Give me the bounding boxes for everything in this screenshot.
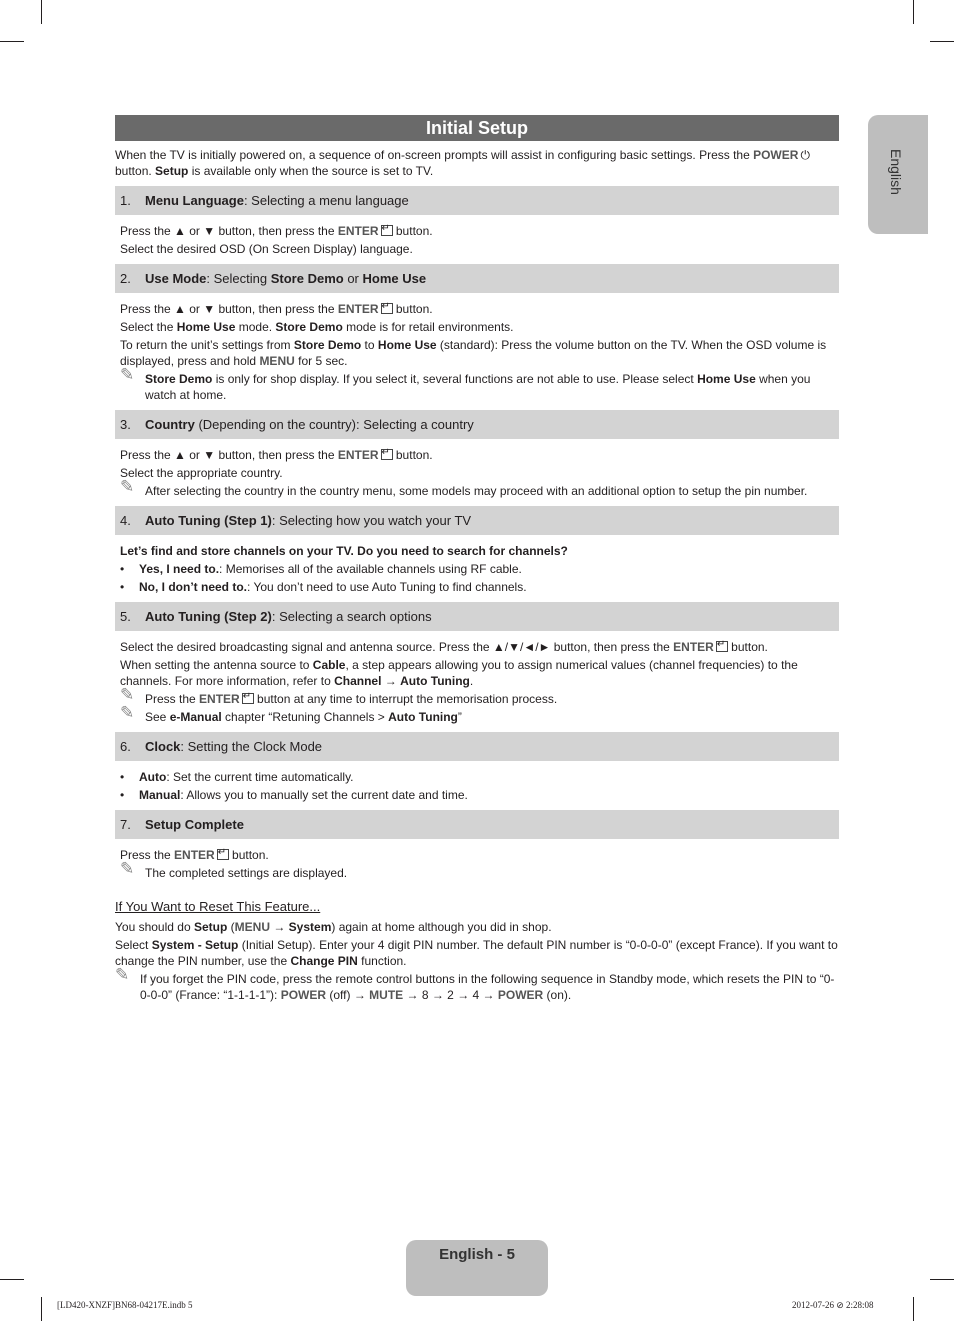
- text: MUTE: [369, 988, 404, 1002]
- text: (standard): Press the volume button on the TV. When the OSD volume is displayed, press and hold: [120, 338, 827, 368]
- instruction-line: [120, 319, 839, 335]
- section-header-setup-complete: [115, 810, 839, 839]
- enter-icon: [217, 849, 229, 860]
- enter-label: ENTER: [337, 302, 379, 316]
- text: : Memorises all of the available channels using RF cable.: [219, 562, 522, 576]
- section-desc: : Selecting a search options: [271, 609, 432, 624]
- text: If you forget the PIN code, press the remote control buttons in the following sequence in Standby mode, which resets the PIN to “0-0-0-0” (France: “1-1-1-1”):: [140, 972, 835, 1002]
- text: Auto: [139, 770, 167, 784]
- section-header-auto-tuning-2: [115, 602, 839, 631]
- crop-mark: [0, 41, 24, 42]
- pencil-note-icon: ✎: [120, 365, 135, 384]
- list-item: [115, 579, 839, 595]
- text: Store Demo: [293, 338, 362, 352]
- crop-mark: [913, 1297, 914, 1321]
- section-body: [115, 223, 839, 257]
- bullet-icon: •: [120, 788, 125, 802]
- section-number: 1.: [120, 193, 131, 208]
- list-item: [115, 787, 839, 803]
- note: [115, 965, 839, 1003]
- text: System - Setup: [151, 938, 239, 952]
- text: POWER: [280, 988, 327, 1002]
- power-label: POWER: [753, 148, 799, 162]
- text: e-Manual: [169, 710, 222, 724]
- text: Auto Tuning: [400, 674, 470, 688]
- section-desc: : Selecting a menu language: [243, 193, 409, 208]
- text: : Set the current time automatically.: [166, 770, 354, 784]
- text: : You don’t need to use Auto Tuning to find channels.: [247, 580, 527, 594]
- section-name: Auto Tuning (Step 1): [145, 513, 272, 528]
- text: Press the ▲ or ▼ button, then press the: [120, 224, 338, 238]
- text: →: [381, 674, 401, 688]
- section-number: 7.: [120, 817, 131, 832]
- instruction-line: [120, 847, 839, 863]
- section-number: 6.: [120, 739, 131, 754]
- enter-label: ENTER: [199, 692, 240, 706]
- instruction-line: [120, 447, 839, 463]
- instruction-line: [120, 639, 839, 655]
- text: ”: [457, 710, 462, 724]
- section-header-menu-language: [115, 186, 839, 215]
- text: → 8 → 2 → 4 →: [403, 988, 498, 1002]
- section-name: Country: [145, 417, 195, 432]
- text: or: [343, 271, 363, 286]
- note: [120, 365, 839, 403]
- page-number: English - 5: [439, 1246, 515, 1263]
- list-item: [115, 769, 839, 785]
- text: Home Use: [176, 320, 236, 334]
- section-header-auto-tuning-1: [115, 506, 839, 535]
- intro-paragraph: [115, 147, 839, 179]
- text: To return the unit’s settings from: [120, 338, 294, 352]
- section-desc: (Depending on the country): Selecting a country: [194, 417, 474, 432]
- text: (Initial Setup). Enter your 4 digit PIN number. The default PIN number is “0-0-0-0” (except France). If you want to change the PIN number, use the: [115, 938, 838, 968]
- text: MENU: [234, 920, 270, 934]
- text: button.: [727, 640, 768, 654]
- crop-mark: [41, 1297, 42, 1321]
- text: when you watch at home.: [145, 372, 811, 402]
- text: button at any time to interrupt the memorisation process.: [253, 692, 558, 706]
- text: Press the: [120, 848, 175, 862]
- intro-text: button.: [115, 164, 156, 178]
- section-number: 5.: [120, 609, 131, 624]
- enter-label: ENTER: [337, 448, 379, 462]
- text: button.: [228, 848, 269, 862]
- text: No, I don’t need to.: [139, 580, 247, 594]
- instruction-line: [120, 657, 839, 689]
- bullet-icon: •: [120, 580, 125, 594]
- enter-icon: [381, 449, 393, 460]
- section-body: [115, 639, 839, 725]
- text: function.: [357, 954, 407, 968]
- section-number: 3.: [120, 417, 131, 432]
- section-name: Clock: [145, 739, 181, 754]
- text: Press the ▲ or ▼ button, then press the: [120, 302, 338, 316]
- text: Home Use: [362, 271, 427, 286]
- text: Auto Tuning: [388, 710, 458, 724]
- text: .: [469, 674, 474, 688]
- text: (on).: [543, 988, 572, 1002]
- text: Select: [115, 938, 152, 952]
- text: (: [227, 920, 235, 934]
- text: Manual: [139, 788, 181, 802]
- text: Press the ▲ or ▼ button, then press the: [120, 448, 338, 462]
- crop-mark: [930, 1279, 954, 1280]
- text: Select the: [120, 320, 177, 334]
- page-number-tab: [406, 1240, 548, 1296]
- section-header-use-mode: [115, 264, 839, 293]
- reset-heading: If You Want to Reset This Feature...: [115, 899, 321, 914]
- instruction-line: Select the appropriate country.: [120, 466, 283, 480]
- text: The completed settings are displayed.: [145, 866, 348, 880]
- text: : Allows you to manually set the current date and time.: [180, 788, 468, 802]
- text: , a step appears allowing you to assign numerical values (channel frequencies) to the channels. For more information, refer to: [120, 658, 798, 688]
- crop-mark: [41, 0, 42, 24]
- section-name: Use Mode: [145, 271, 207, 286]
- text: Store Demo: [145, 372, 213, 386]
- text: : Selecting: [206, 271, 271, 286]
- text: button.: [392, 302, 433, 316]
- footer-file-info: [LD420-XNZF]BN68-04217E.indb 5: [57, 1300, 193, 1310]
- crop-mark: [930, 41, 954, 42]
- question-line: Let’s find and store channels on your TV. Do you need to search for channels?: [120, 544, 568, 558]
- section-header-clock: [115, 732, 839, 761]
- text: is only for shop display. If you select it, several functions are not able to use. Please select: [212, 372, 698, 386]
- pencil-note-icon: ✎: [115, 965, 130, 984]
- text: to: [361, 338, 378, 352]
- crop-mark: [913, 0, 914, 24]
- intro-text: is available only when the source is set to TV.: [188, 164, 434, 178]
- enter-icon: [381, 303, 393, 314]
- section-body: [115, 769, 839, 803]
- section-desc: : Setting the Clock Mode: [180, 739, 323, 754]
- enter-label: ENTER: [673, 640, 714, 654]
- instruction-line: [120, 301, 839, 317]
- language-side-tab: [868, 115, 928, 234]
- text: Home Use: [697, 372, 756, 386]
- pencil-note-icon: ✎: [120, 703, 135, 722]
- page-title: Initial Setup: [115, 115, 839, 141]
- text: →: [270, 920, 289, 934]
- text: When setting the antenna source to: [120, 658, 313, 672]
- text: Setup: [193, 920, 228, 934]
- section-number: 4.: [120, 513, 131, 528]
- language-label: English: [888, 149, 904, 195]
- section-body: [115, 543, 839, 595]
- section-desc: : Selecting how you watch your TV: [271, 513, 472, 528]
- text: mode.: [235, 320, 276, 334]
- text: Change PIN: [290, 954, 358, 968]
- text: System: [288, 920, 332, 934]
- section-body: [115, 847, 839, 881]
- text: button.: [392, 224, 433, 238]
- power-icon: ⏻: [800, 148, 810, 162]
- reset-line: [115, 937, 839, 969]
- footer-timestamp: 2012-07-26 ⊘ 2:28:08: [792, 1300, 874, 1310]
- reset-body: [115, 919, 839, 1003]
- bullet-icon: •: [120, 562, 125, 576]
- note: [120, 685, 839, 707]
- list-item: [115, 561, 839, 577]
- intro-text: When the TV is initially powered on, a sequence of on-screen prompts will assist in configuring basic settings. Press the: [115, 148, 754, 162]
- note: [120, 703, 839, 725]
- text: chapter “Retuning Channels >: [221, 710, 389, 724]
- crop-mark: [0, 1279, 24, 1280]
- text: After selecting the country in the country menu, some models may proceed with an additional option to setup the pin number.: [145, 484, 808, 498]
- pencil-note-icon: ✎: [120, 477, 135, 496]
- enter-icon: [381, 225, 393, 236]
- text: Channel: [334, 674, 382, 688]
- text: Cable: [312, 658, 346, 672]
- setup-label: Setup: [155, 164, 189, 178]
- instruction-line: [120, 337, 839, 369]
- text: Store Demo: [275, 320, 343, 334]
- bullet-icon: •: [120, 770, 125, 784]
- text: MENU: [259, 354, 295, 368]
- section-header-country: [115, 410, 839, 439]
- enter-label: ENTER: [174, 848, 215, 862]
- section-number: 2.: [120, 271, 131, 286]
- text: POWER: [497, 988, 544, 1002]
- section-body: [115, 301, 839, 403]
- pencil-note-icon: ✎: [120, 685, 135, 704]
- note: [120, 859, 839, 881]
- text: Yes, I need to.: [139, 562, 220, 576]
- text: Select the desired broadcasting signal and antenna source. Press the ▲/▼/◄/► button, then press the: [120, 640, 674, 654]
- text: mode is for retail environments.: [342, 320, 514, 334]
- text: You should do: [115, 920, 194, 934]
- section-name: Auto Tuning (Step 2): [145, 609, 272, 624]
- text: Store Demo: [270, 271, 344, 286]
- instruction-line: [120, 223, 839, 239]
- section-body: [115, 447, 839, 499]
- section-name: Menu Language: [145, 193, 244, 208]
- reset-line: [115, 919, 839, 935]
- text: button.: [392, 448, 433, 462]
- text: (off) →: [326, 988, 370, 1002]
- enter-icon: [716, 641, 728, 652]
- text: Home Use: [377, 338, 437, 352]
- text: ) again at home although you did in shop.: [331, 920, 552, 934]
- section-name: Setup Complete: [145, 817, 244, 832]
- text: See: [145, 710, 170, 724]
- text: for 5 sec.: [294, 354, 348, 368]
- text: Press the: [145, 692, 200, 706]
- enter-label: ENTER: [337, 224, 379, 238]
- page-content: [115, 147, 839, 1005]
- pencil-note-icon: ✎: [120, 859, 135, 878]
- enter-icon: [242, 693, 254, 704]
- instruction-line: Select the desired OSD (On Screen Display) language.: [120, 242, 413, 256]
- note: [120, 477, 839, 499]
